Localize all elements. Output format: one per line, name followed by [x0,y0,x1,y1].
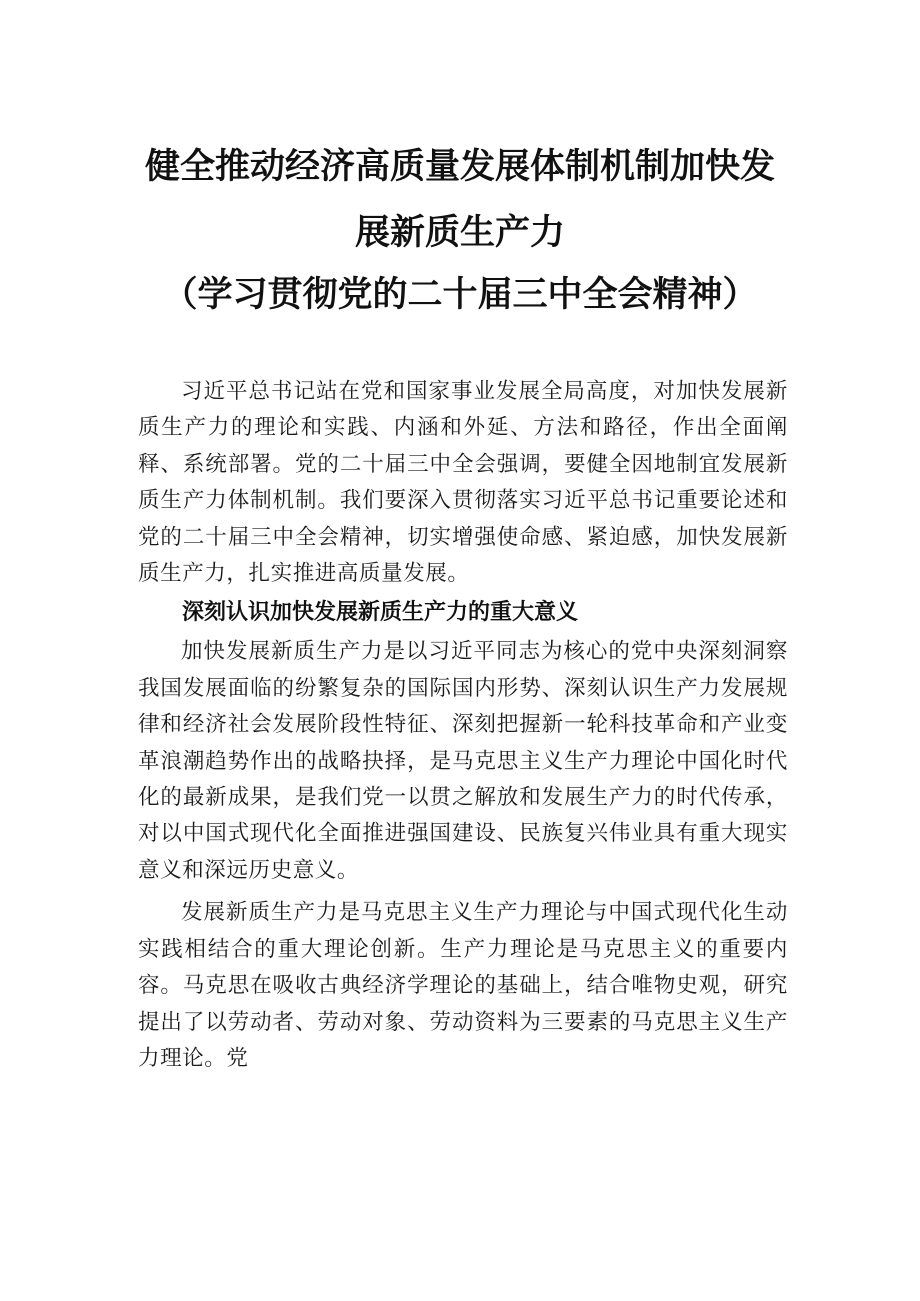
section-heading: 深刻认识加快发展新质生产力的重大意义 [182,600,579,626]
body-paragraph-2: 加快发展新质生产力是以习近平同志为核心的党中央深刻洞察我国发展面临的纷繁复杂的国际国内形势、深刻认识生产力发展规律和经济社会发展阶段性特征、深刻把握新一轮科技革命和产业变革浪潮趋势作出的战略抉择，是马克思主义生产力理论中国化时代化的最新成果，是我们党一以贯之解放和发展生产力的时代传承，对以中国式现代化全面推进强国建设、民族复兴伟业具有重大现实意义和深远历史意义。 [138,639,788,883]
title-subtitle: （学习贯彻党的二十届三中全会精神） [162,275,758,315]
title-line-1: 健全推动经济高质量发展体制机制加快发 [144,147,775,187]
document-body [138,374,788,1077]
intro-paragraph: 习近平总书记站在党和国家事业发展全局高度，对加快发展新质生产力的理论和实践、内涵和外延、方法和路径，作出全面阐释、系统部署。党的二十届三中全会强调，要健全因地制宜发展新质生产力体制机制。我们要深入贯彻落实习近平总书记重要论述和党的二十届三中全会精神，切实增强使命感、紧迫感，加快发展新质生产力，扎实推进高质量发展。 [138,379,788,587]
body-paragraph-3: 发展新质生产力是马克思主义生产力理论与中国式现代化生动实践相结合的重大理论创新。生产力理论是马克思主义的重要内容。马克思在吸收古典经济学理论的基础上，结合唯物史观，研究提出了以劳动者、劳动对象、劳动资料为三要素的马克思主义生产力理论。党 [138,900,788,1071]
title-line-2: 展新质生产力 [354,213,565,253]
document-title [0,148,920,314]
